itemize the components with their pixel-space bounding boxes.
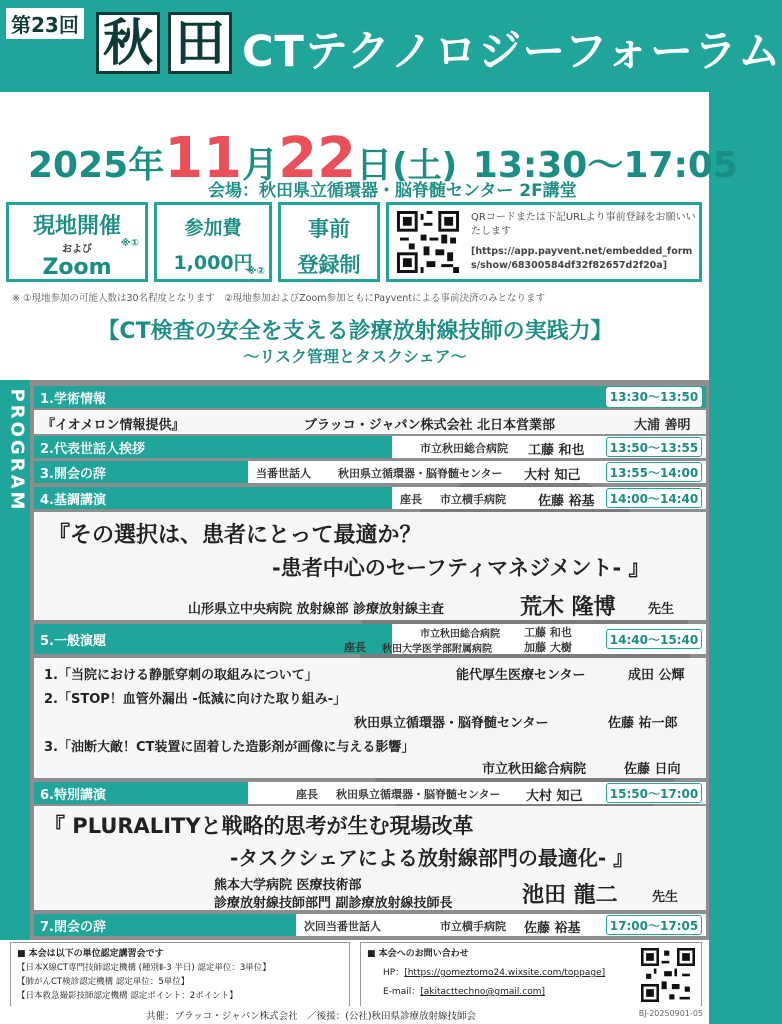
special-lecture-box — [34, 806, 706, 910]
section-1-bar — [34, 386, 706, 408]
section-7-hosp: 市立横手病院 — [440, 920, 506, 933]
section-5-label: 5.一般演題 — [40, 634, 106, 649]
section-1-time: 13:30〜13:50 — [606, 387, 702, 407]
section-6-chair-hosp: 秋田県立循環器・脳脊髄センター — [336, 788, 501, 801]
title-kanji-aki: 秋 — [96, 12, 160, 74]
section-4-label: 4.基調講演 — [40, 493, 106, 508]
qr-code-icon[interactable] — [397, 211, 459, 273]
contact-qr-code-icon[interactable] — [641, 948, 695, 1002]
participation-notes: ※ ①現地参加の可能人数は30名程度となります ②現地参加およびZoom参加ともにPayventによる事前決済のみとなります — [12, 293, 545, 304]
section-4-chair-person: 佐藤 裕基 — [538, 494, 595, 509]
section-4-time: 14:00〜14:40 — [606, 488, 702, 508]
section-2-time: 13:50〜13:55 — [606, 437, 702, 457]
section-2-detail — [392, 436, 706, 458]
special-title-1: 『 PLURALITYと戦略的思考が生む現場改革 — [44, 814, 474, 838]
date-year: 2025年 — [28, 145, 165, 186]
presentation-1-person: 成田 公輝 — [628, 668, 685, 683]
forum-title: CTテクノロジーフォーラム — [242, 27, 782, 77]
presentation-3-person: 佐藤 日向 — [624, 762, 681, 777]
keynote-title-2: -患者中心のセーフティマネジメント- 』 — [272, 556, 650, 580]
credit-2: 【肺がんCT検診認定機構 認定単位：5単位】 — [17, 977, 190, 987]
onsite-zoom: Zoom — [42, 255, 112, 280]
section-5-hosp1: 市立秋田総合病院 — [420, 629, 500, 640]
special-title-2: -タスクシェアによる放射線部門の最適化- 』 — [230, 846, 634, 870]
registration-url[interactable]: [https://app.payvent.net/embedded_forms/show/68300584df32f82657d2f20a] — [471, 246, 693, 271]
section-7-detail — [296, 914, 706, 936]
section-3-time: 13:55〜14:00 — [606, 462, 702, 482]
section-1-org: ブラッコ・ジャパン株式会社 北日本営業部 — [304, 418, 556, 433]
fee-box — [154, 202, 272, 282]
bottom-strip — [0, 1006, 709, 1024]
pre-line2: 登録制 — [297, 253, 361, 277]
edition-label: 第23回 — [6, 8, 84, 39]
section-7-time: 17:00〜17:05 — [606, 915, 702, 935]
section-3-label: 3.開会の辞 — [40, 467, 106, 482]
fee-value: 1,000円 — [173, 252, 253, 274]
section-5-hosp2: 秋田大学医学部附属病院 — [382, 644, 492, 655]
onsite-note: ※① — [120, 238, 139, 249]
theme-subtitle: 〜リスク管理とタスクシェア〜 — [243, 347, 467, 366]
section-1-label: 1.学術情報 — [40, 392, 106, 407]
section-2-hosp: 市立秋田総合病院 — [420, 442, 508, 455]
keynote-title-1: 『その選択は、患者にとって最適か？ — [48, 523, 422, 548]
section-6-chair — [248, 782, 706, 804]
theme-title: 【CT検査の安全を支える診療放射線技師の実践力】 — [97, 319, 613, 344]
fee-title: 参加費 — [184, 217, 242, 239]
contact-title: ■ 本会へのお問い合わせ — [367, 949, 469, 959]
section-4-chair-hosp: 市立横手病院 — [440, 493, 506, 506]
section-7-role: 次回当番世話人 — [304, 920, 381, 933]
keynote-box — [34, 512, 706, 620]
keynote-honorific: 先生 — [648, 602, 675, 617]
section-3-hosp: 秋田県立循環器・脳脊髄センター — [338, 467, 503, 480]
credit-1: 【日本X線CT専門技師認定機構 (種別Ⅱ-3 半日) 認定単位：3単位】 — [17, 963, 271, 973]
section-6-time: 15:50〜17:00 — [606, 783, 702, 803]
section-6-chair-label: 座長 — [296, 788, 318, 801]
section-7-label: 7.閉会の辞 — [40, 920, 106, 935]
section-3-role: 当番世話人 — [256, 467, 311, 480]
section-1-person: 大浦 善明 — [634, 418, 691, 433]
credit-info — [10, 942, 350, 1008]
keynote-speaker: 荒木 隆博 — [520, 595, 616, 620]
section-6-label: 6.特別講演 — [40, 788, 106, 803]
section-5-time: 14:40〜15:40 — [606, 629, 702, 649]
section-4-chair — [392, 487, 706, 509]
contact-info — [360, 942, 702, 1008]
presentation-3-org: 市立秋田総合病院 — [482, 762, 587, 777]
onsite-and: および — [62, 244, 92, 255]
qr-text: QRコードまたは下記URLより事前登録をお願いいたします — [471, 212, 696, 237]
doc-code: BJ-20250901-05 — [638, 1009, 703, 1018]
qr-instructions — [471, 211, 699, 273]
event-time: 13:30〜17:05 — [472, 145, 738, 186]
pre-line1: 事前 — [308, 217, 350, 241]
date-day-unit: 日 — [356, 145, 393, 186]
section-3-person: 大村 知己 — [524, 468, 581, 483]
onsite-title: 現地開催 — [32, 214, 121, 239]
preregistration-box — [278, 202, 380, 282]
section-7-person: 佐藤 裕基 — [524, 921, 581, 936]
special-speaker: 池田 龍二 — [522, 883, 618, 908]
program-label: PROGRAM — [6, 388, 28, 513]
date-month: 11 — [164, 126, 243, 191]
section-1-row — [34, 410, 706, 434]
date-weekday: (土) — [392, 146, 458, 186]
section-5-chairs — [344, 624, 706, 655]
section-4-chair-label: 座長 — [400, 493, 422, 506]
title-kanji-ta: 田 — [168, 12, 232, 74]
onsite-box — [6, 202, 148, 282]
venue: 会場：秋田県立循環器・脳脊髄センター 2F講堂 — [208, 181, 577, 201]
presentation-2-title: 2.「STOP！血管外漏出 -低減に向けた取り組み-」 — [44, 692, 347, 707]
mail-label: E-mail： — [383, 987, 421, 997]
section-2-person: 工藤 和也 — [528, 443, 585, 458]
credit-3: 【日本救急撮影技師認定機構 認定ポイント：2ポイント】 — [17, 991, 238, 1001]
presentation-1-title: 1.「当院における静脈穿刺の取組みについて」 — [44, 668, 318, 683]
fee-note: ※② — [246, 266, 265, 277]
presentation-2-person: 佐藤 祐一郎 — [608, 716, 678, 731]
hp-link[interactable]: [https://gomeztomo24.wixsite.com/toppage] — [404, 968, 606, 978]
section-5-chair-label: 座長 — [344, 641, 366, 654]
hp-label: HP： — [383, 968, 405, 978]
section-5-person1: 工藤 和也 — [524, 626, 572, 639]
sponsor-line: 共催：ブラッコ・ジャパン株式会社 ／後援：(公社)秋田県診療放射線技師会 — [146, 1011, 477, 1022]
presentation-3-title: 3.「油断大敵！CT装置に固着した造影剤が画像に与える影響」 — [44, 740, 415, 755]
general-presentations — [34, 658, 706, 778]
presentation-2-org: 秋田県立循環器・脳脊髄センター — [354, 716, 549, 731]
date-day: 22 — [278, 126, 357, 191]
section-5-person2: 加藤 大樹 — [524, 641, 572, 654]
date-month-unit: 月 — [242, 145, 279, 186]
section-3-detail — [248, 461, 706, 483]
section-2-label: 2.代表世話人挨拶 — [40, 442, 145, 457]
keynote-affiliation: 山形県立中央病院 放射線部 診療放射線主査 — [188, 602, 445, 617]
special-aff-2: 診療放射線技師部門 副診療放射線技師長 — [214, 896, 453, 911]
special-aff-1: 熊本大学病院 医療技術部 — [214, 878, 362, 893]
section-1-topic: 『イオメロン情報提供』 — [42, 418, 185, 433]
presentation-1-org: 能代厚生医療センター — [456, 668, 586, 683]
credit-title: ■ 本会は以下の単位認定講習会です — [17, 949, 164, 959]
section-6-chair-person: 大村 知己 — [526, 789, 583, 804]
special-honorific: 先生 — [652, 890, 679, 905]
qr-panel — [386, 202, 702, 282]
mail-link[interactable]: [akitacttechno@gmail.com] — [420, 987, 545, 997]
